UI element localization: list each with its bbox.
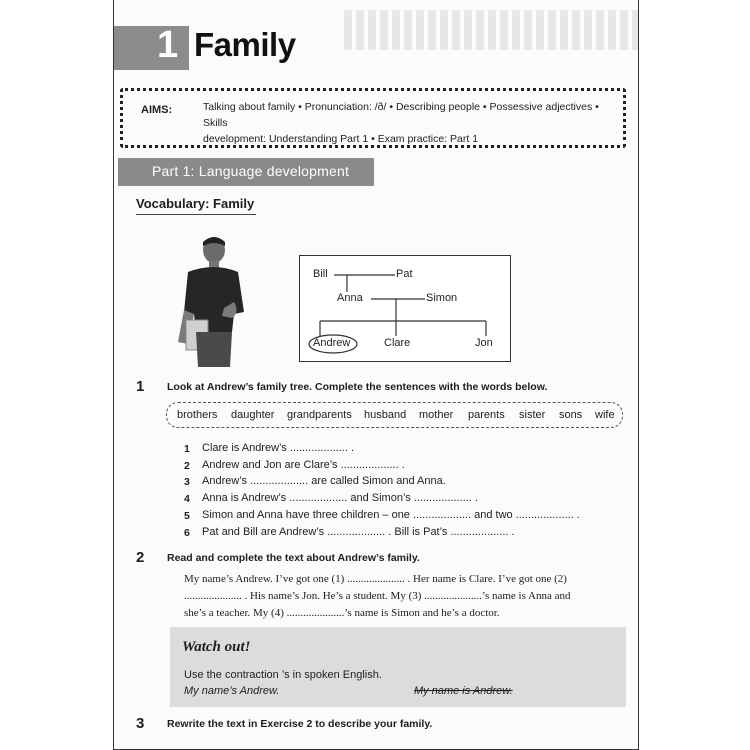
exercise-2-line-2: ..................... . His name’s Jon. He’s a student. My (3) .....................’s name is Anna and bbox=[184, 590, 571, 602]
watch-out-title: Watch out! bbox=[182, 639, 251, 655]
sentence-1-text: Clare is Andrew’s ................... . bbox=[202, 442, 355, 454]
word-daughter: daughter bbox=[231, 409, 275, 421]
sentence-6-number: 6 bbox=[184, 527, 190, 539]
word-husband: husband bbox=[364, 409, 407, 421]
word-box bbox=[166, 402, 623, 428]
sentence-3-number: 3 bbox=[184, 476, 190, 488]
aims-text bbox=[203, 99, 608, 147]
unit-number: 1 bbox=[157, 24, 179, 66]
sentence-4-text: Anna is Andrew’s ................... and Simon’s ................... . bbox=[202, 492, 478, 504]
watch-out-text: Use the contraction ’s in spoken English. bbox=[184, 669, 382, 681]
part-banner bbox=[118, 158, 374, 186]
sentence-5-text: Simon and Anna have three children – one ................... and two ................... . bbox=[202, 509, 580, 521]
watch-out-box bbox=[170, 627, 626, 707]
exercise-3-number: 3 bbox=[136, 715, 145, 732]
aims-box bbox=[120, 88, 626, 148]
tree-bill: Bill bbox=[313, 268, 328, 280]
sentence-2-number: 2 bbox=[184, 460, 190, 472]
sentence-2-text: Andrew and Jon are Clare’s ................... . bbox=[202, 459, 405, 471]
word-mother: mother bbox=[419, 409, 454, 421]
family-tree bbox=[299, 255, 511, 362]
exercise-2-line-1: My name’s Andrew. I’ve got one (1) ..................... . Her name is Clare. I’ve got one (2) bbox=[184, 573, 567, 585]
part-banner-label: Part 1: Language development bbox=[152, 163, 350, 179]
tree-clare: Clare bbox=[384, 337, 411, 349]
sentence-3-text: Andrew’s ................... are called Simon and Anna. bbox=[202, 475, 446, 487]
bleed-through-text bbox=[344, 10, 639, 50]
exercise-2-number: 2 bbox=[136, 549, 145, 566]
vocabulary-underline bbox=[136, 214, 256, 215]
exercise-1-number: 1 bbox=[136, 378, 145, 395]
sentence-6-text: Pat and Bill are Andrew’s ................... . Bill is Pat’s ................... . bbox=[202, 526, 515, 538]
vocabulary-heading: Vocabulary: Family bbox=[136, 196, 255, 211]
tree-andrew: Andrew bbox=[313, 337, 351, 349]
tree-pat: Pat bbox=[396, 268, 413, 280]
tree-anna: Anna bbox=[337, 292, 363, 304]
word-wife: wife bbox=[595, 409, 615, 421]
aims-line-1: Talking about family • Pronunciation: /ð/ • Describing people • Possessive adjectives • Skills bbox=[203, 101, 599, 129]
word-brothers: brothers bbox=[177, 409, 218, 421]
tree-jon: Jon bbox=[475, 337, 493, 349]
word-sons: sons bbox=[559, 409, 583, 421]
sentence-1-number: 1 bbox=[184, 443, 190, 455]
aims-line-2: development: Understanding Part 1 • Exam practice: Part 1 bbox=[203, 133, 479, 145]
exercise-3-instruction: Rewrite the text in Exercise 2 to describe your family. bbox=[167, 718, 433, 730]
exercise-2-line-3: she’s a teacher. My (4) .....................’s name is Simon and he’s a doctor. bbox=[184, 607, 500, 619]
word-grandparents: grandparents bbox=[287, 409, 352, 421]
watch-out-correct-example: My name’s Andrew. bbox=[184, 685, 280, 697]
exercise-2-instruction: Read and complete the text about Andrew’s family. bbox=[167, 552, 420, 564]
workbook-page bbox=[113, 0, 639, 750]
word-parents: parents bbox=[468, 409, 505, 421]
sentence-4-number: 4 bbox=[184, 493, 190, 505]
unit-title: Family bbox=[194, 26, 296, 63]
word-sister: sister bbox=[519, 409, 546, 421]
tree-simon: Simon bbox=[426, 292, 458, 304]
aims-label: AIMS: bbox=[141, 104, 173, 116]
exercise-1-instruction: Look at Andrew’s family tree. Complete the sentences with the words below. bbox=[167, 381, 548, 393]
watch-out-wrong-example: My name is Andrew. bbox=[414, 685, 513, 697]
andrew-photo bbox=[174, 232, 249, 367]
sentence-5-number: 5 bbox=[184, 510, 190, 522]
